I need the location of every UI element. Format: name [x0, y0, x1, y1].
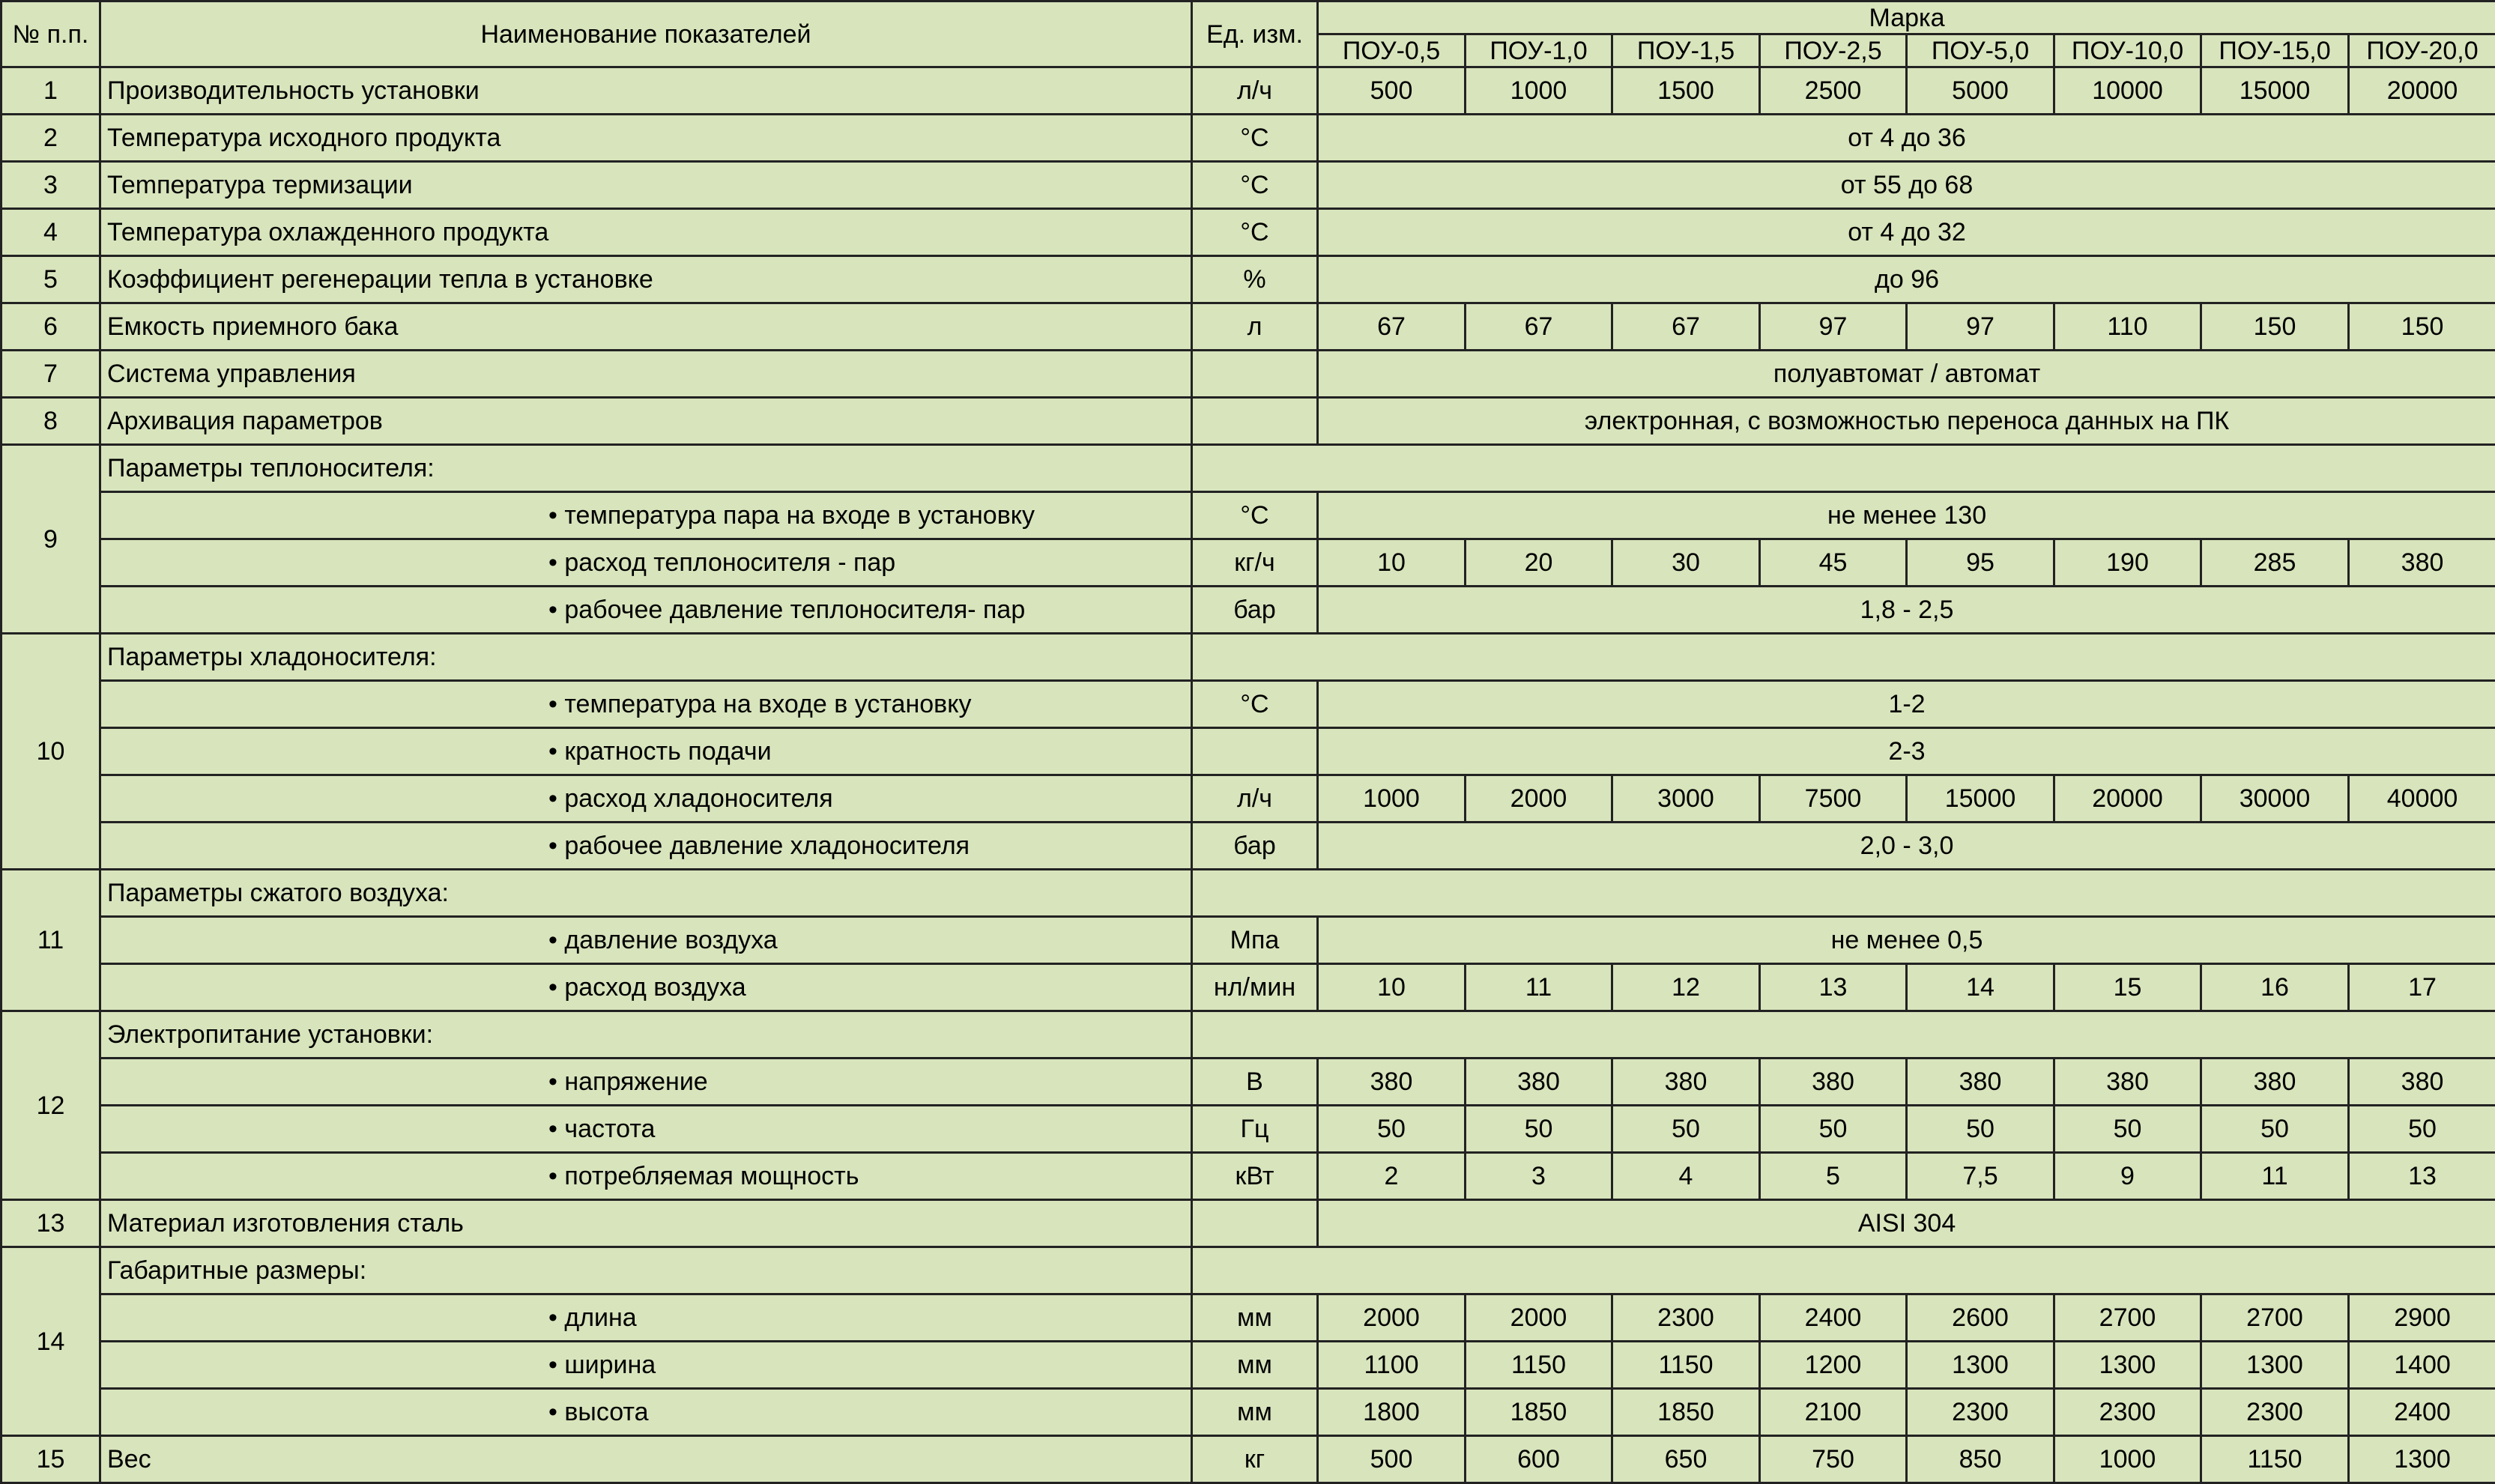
table-row — [1, 1247, 2495, 1294]
unit-cell: °С — [1192, 492, 1318, 539]
value-cell: 850 — [1907, 1436, 2054, 1483]
table-row — [1, 162, 2495, 209]
group-header-empty — [1192, 1247, 2495, 1294]
value-all-models: от 4 до 36 — [1318, 115, 2495, 162]
value-cell: 2400 — [1760, 1294, 1907, 1342]
value-cell: 380 — [1318, 1059, 1466, 1106]
table-row — [1, 209, 2495, 256]
value-cell: 15000 — [1907, 775, 2054, 823]
table-row — [1, 870, 2495, 917]
value-cell: 2300 — [2201, 1389, 2349, 1436]
unit-cell: °С — [1192, 681, 1318, 728]
value-cell: 1100 — [1318, 1342, 1466, 1389]
table-subrow — [1, 1153, 2495, 1200]
header-unit: Ед. изм. — [1192, 1, 1318, 67]
unit-cell: л — [1192, 303, 1318, 351]
indicator-name: Габаритные размеры: — [100, 1247, 1192, 1294]
header-model: ПОУ-20,0 — [2349, 34, 2495, 67]
value-cell: 7500 — [1760, 775, 1907, 823]
unit-cell — [1192, 398, 1318, 445]
value-cell: 14 — [1907, 964, 2054, 1011]
value-cell: 10000 — [2054, 67, 2201, 115]
value-cell: 1400 — [2349, 1342, 2495, 1389]
value-cell: 9 — [2054, 1153, 2201, 1200]
value-cell: 95 — [1907, 539, 2054, 587]
value-cell: 2500 — [1760, 67, 1907, 115]
value-cell: 3 — [1466, 1153, 1612, 1200]
table-subrow — [1, 1342, 2495, 1389]
row-number: 9 — [1, 445, 100, 634]
value-cell: 2300 — [1612, 1294, 1760, 1342]
table-row — [1, 445, 2495, 492]
group-header-empty — [1192, 634, 2495, 681]
table-row — [1, 634, 2495, 681]
table-subrow — [1, 823, 2495, 870]
indicator-name: Температура охлажденного продукта — [100, 209, 1192, 256]
indicator-name: Температура исходного продукта — [100, 115, 1192, 162]
unit-cell: л/ч — [1192, 775, 1318, 823]
value-cell: 1850 — [1612, 1389, 1760, 1436]
value-cell: 50 — [2349, 1106, 2495, 1153]
unit-cell: мм — [1192, 1389, 1318, 1436]
table-row — [1, 351, 2495, 398]
unit-cell: кг/ч — [1192, 539, 1318, 587]
value-cell: 750 — [1760, 1436, 1907, 1483]
value-cell: 40000 — [2349, 775, 2495, 823]
unit-cell: кг — [1192, 1436, 1318, 1483]
value-cell: 30 — [1612, 539, 1760, 587]
value-cell: 13 — [2349, 1153, 2495, 1200]
indicator-name: Вес — [100, 1436, 1192, 1483]
sub-indicator-name: • высота — [100, 1389, 1192, 1436]
value-cell: 2100 — [1760, 1389, 1907, 1436]
header-model: ПОУ-1,5 — [1612, 34, 1760, 67]
row-number: 5 — [1, 256, 100, 303]
value-cell: 5000 — [1907, 67, 2054, 115]
value-cell: 1150 — [1612, 1342, 1760, 1389]
row-number: 14 — [1, 1247, 100, 1436]
value-cell: 1300 — [1907, 1342, 2054, 1389]
header-model: ПОУ-10,0 — [2054, 34, 2201, 67]
value-cell: 16 — [2201, 964, 2349, 1011]
value-cell: 97 — [1760, 303, 1907, 351]
group-header-empty — [1192, 870, 2495, 917]
indicator-name: Электропитание установки: — [100, 1011, 1192, 1059]
sub-indicator-name: • температура на входе в установку — [100, 681, 1192, 728]
sub-indicator-name: • расход хладоносителя — [100, 775, 1192, 823]
table-subrow — [1, 1294, 2495, 1342]
value-cell: 67 — [1318, 303, 1466, 351]
unit-cell: °С — [1192, 162, 1318, 209]
value-cell: 13 — [1760, 964, 1907, 1011]
sub-indicator-name: • рабочее давление хладоносителя — [100, 823, 1192, 870]
value-cell: 190 — [2054, 539, 2201, 587]
unit-cell — [1192, 1200, 1318, 1247]
header-model: ПОУ-1,0 — [1466, 34, 1612, 67]
sub-indicator-name: • давление воздуха — [100, 917, 1192, 964]
value-all-models: 2,0 - 3,0 — [1318, 823, 2495, 870]
value-cell: 10 — [1318, 964, 1466, 1011]
value-all-models: от 4 до 32 — [1318, 209, 2495, 256]
value-cell: 7,5 — [1907, 1153, 2054, 1200]
value-cell: 150 — [2349, 303, 2495, 351]
indicator-name: Параметры хладоносителя: — [100, 634, 1192, 681]
table-subrow — [1, 539, 2495, 587]
value-cell: 20000 — [2054, 775, 2201, 823]
row-number: 8 — [1, 398, 100, 445]
row-number: 1 — [1, 67, 100, 115]
value-cell: 1500 — [1612, 67, 1760, 115]
value-cell: 2000 — [1466, 775, 1612, 823]
value-cell: 45 — [1760, 539, 1907, 587]
indicator-name: Система управления — [100, 351, 1192, 398]
indicator-name: Материал изготовления сталь — [100, 1200, 1192, 1247]
table-row — [1, 67, 2495, 115]
unit-cell — [1192, 351, 1318, 398]
unit-cell: бар — [1192, 823, 1318, 870]
value-cell: 2300 — [2054, 1389, 2201, 1436]
unit-cell: бар — [1192, 587, 1318, 634]
indicator-name: Архивация параметров — [100, 398, 1192, 445]
value-all-models: не менее 130 — [1318, 492, 2495, 539]
sub-indicator-name: • потребляемая мощность — [100, 1153, 1192, 1200]
table-subrow — [1, 728, 2495, 775]
row-number: 11 — [1, 870, 100, 1011]
unit-cell: Гц — [1192, 1106, 1318, 1153]
value-cell: 2000 — [1466, 1294, 1612, 1342]
value-cell: 50 — [1318, 1106, 1466, 1153]
table-subrow — [1, 681, 2495, 728]
unit-cell: мм — [1192, 1294, 1318, 1342]
indicator-name: Коэффициент регенерации тепла в установке — [100, 256, 1192, 303]
value-cell: 1150 — [1466, 1342, 1612, 1389]
value-cell: 11 — [2201, 1153, 2349, 1200]
sub-indicator-name: • рабочее давление теплоносителя- пар — [100, 587, 1192, 634]
value-cell: 2700 — [2054, 1294, 2201, 1342]
value-all-models: 1,8 - 2,5 — [1318, 587, 2495, 634]
group-header-empty — [1192, 1011, 2495, 1059]
header-model: ПОУ-2,5 — [1760, 34, 1907, 67]
value-cell: 600 — [1466, 1436, 1612, 1483]
value-cell: 15 — [2054, 964, 2201, 1011]
indicator-name: Параметры теплоносителя: — [100, 445, 1192, 492]
value-cell: 150 — [2201, 303, 2349, 351]
value-cell: 1200 — [1760, 1342, 1907, 1389]
value-cell: 50 — [2201, 1106, 2349, 1153]
value-cell: 2000 — [1318, 1294, 1466, 1342]
sub-indicator-name: • частота — [100, 1106, 1192, 1153]
value-cell: 1000 — [1318, 775, 1466, 823]
value-cell: 50 — [1612, 1106, 1760, 1153]
header-brand: Марка — [1318, 1, 2495, 34]
sub-indicator-name: • расход воздуха — [100, 964, 1192, 1011]
value-cell: 67 — [1466, 303, 1612, 351]
value-cell: 97 — [1907, 303, 2054, 351]
sub-indicator-name: • температура пара на входе в установку — [100, 492, 1192, 539]
value-cell: 1300 — [2349, 1436, 2495, 1483]
table-subrow — [1, 917, 2495, 964]
value-all-models: от 55 до 68 — [1318, 162, 2495, 209]
row-number: 4 — [1, 209, 100, 256]
value-all-models: до 96 — [1318, 256, 2495, 303]
value-cell: 1300 — [2054, 1342, 2201, 1389]
header-model: ПОУ-0,5 — [1318, 34, 1466, 67]
sub-indicator-name: • кратность подачи — [100, 728, 1192, 775]
value-cell: 500 — [1318, 67, 1466, 115]
unit-cell: В — [1192, 1059, 1318, 1106]
value-cell: 50 — [1466, 1106, 1612, 1153]
value-cell: 2900 — [2349, 1294, 2495, 1342]
value-cell: 650 — [1612, 1436, 1760, 1483]
row-number: 7 — [1, 351, 100, 398]
value-cell: 380 — [1760, 1059, 1907, 1106]
unit-cell: л/ч — [1192, 67, 1318, 115]
value-all-models: полуавтомат / автомат — [1318, 351, 2495, 398]
value-cell: 380 — [2201, 1059, 2349, 1106]
row-number: 6 — [1, 303, 100, 351]
value-cell: 15000 — [2201, 67, 2349, 115]
table-row — [1, 1011, 2495, 1059]
table-row — [1, 1200, 2495, 1247]
table-subrow — [1, 964, 2495, 1011]
row-number: 10 — [1, 634, 100, 870]
unit-cell: мм — [1192, 1342, 1318, 1389]
table-row — [1, 303, 2495, 351]
table-subrow — [1, 1059, 2495, 1106]
row-number: 2 — [1, 115, 100, 162]
value-cell: 67 — [1612, 303, 1760, 351]
table-subrow — [1, 775, 2495, 823]
unit-cell: °С — [1192, 115, 1318, 162]
group-header-empty — [1192, 445, 2495, 492]
value-cell: 380 — [2054, 1059, 2201, 1106]
sub-indicator-name: • ширина — [100, 1342, 1192, 1389]
row-number: 13 — [1, 1200, 100, 1247]
row-number: 12 — [1, 1011, 100, 1200]
value-cell: 11 — [1466, 964, 1612, 1011]
indicator-name: Параметры сжатого воздуха: — [100, 870, 1192, 917]
unit-cell: °С — [1192, 209, 1318, 256]
table-row — [1, 398, 2495, 445]
value-cell: 10 — [1318, 539, 1466, 587]
indicator-name: Емкость приемного бака — [100, 303, 1192, 351]
value-cell: 285 — [2201, 539, 2349, 587]
value-cell: 1800 — [1318, 1389, 1466, 1436]
value-all-models: 1-2 — [1318, 681, 2495, 728]
value-cell: 1150 — [2201, 1436, 2349, 1483]
value-all-models: 2-3 — [1318, 728, 2495, 775]
value-cell: 1000 — [2054, 1436, 2201, 1483]
value-cell: 380 — [1466, 1059, 1612, 1106]
table-subrow — [1, 1106, 2495, 1153]
value-cell: 380 — [1612, 1059, 1760, 1106]
unit-cell: кВт — [1192, 1153, 1318, 1200]
header-model: ПОУ-15,0 — [2201, 34, 2349, 67]
value-cell: 1000 — [1466, 67, 1612, 115]
value-cell: 3000 — [1612, 775, 1760, 823]
value-cell: 380 — [1907, 1059, 2054, 1106]
row-number: 3 — [1, 162, 100, 209]
value-cell: 20 — [1466, 539, 1612, 587]
sub-indicator-name: • расход теплоносителя - пар — [100, 539, 1192, 587]
value-cell: 5 — [1760, 1153, 1907, 1200]
value-cell: 110 — [2054, 303, 2201, 351]
indicator-name: Производительность установки — [100, 67, 1192, 115]
value-cell: 500 — [1318, 1436, 1466, 1483]
header-row-1 — [1, 1, 2495, 34]
table-row — [1, 1436, 2495, 1483]
header-model: ПОУ-5,0 — [1907, 34, 2054, 67]
row-number: 15 — [1, 1436, 100, 1483]
value-cell: 1850 — [1466, 1389, 1612, 1436]
unit-cell: нл/мин — [1192, 964, 1318, 1011]
value-cell: 2600 — [1907, 1294, 2054, 1342]
value-cell: 20000 — [2349, 67, 2495, 115]
value-cell: 12 — [1612, 964, 1760, 1011]
indicator-name: Теmпература термизации — [100, 162, 1192, 209]
value-cell: 1300 — [2201, 1342, 2349, 1389]
header-name: Наименование показателей — [100, 1, 1192, 67]
sub-indicator-name: • напряжение — [100, 1059, 1192, 1106]
value-cell: 17 — [2349, 964, 2495, 1011]
value-all-models: электронная, с возможностью переноса данных на ПК — [1318, 398, 2495, 445]
value-all-models: не менее 0,5 — [1318, 917, 2495, 964]
value-cell: 2300 — [1907, 1389, 2054, 1436]
table-row — [1, 115, 2495, 162]
unit-cell — [1192, 728, 1318, 775]
value-cell: 2700 — [2201, 1294, 2349, 1342]
value-cell: 30000 — [2201, 775, 2349, 823]
unit-cell: % — [1192, 256, 1318, 303]
value-cell: 380 — [2349, 1059, 2495, 1106]
value-cell: 50 — [2054, 1106, 2201, 1153]
value-cell: 380 — [2349, 539, 2495, 587]
value-cell: 50 — [1760, 1106, 1907, 1153]
sub-indicator-name: • длина — [100, 1294, 1192, 1342]
table-subrow — [1, 587, 2495, 634]
value-cell: 2400 — [2349, 1389, 2495, 1436]
header-number: № п.п. — [1, 1, 100, 67]
unit-cell: Мпа — [1192, 917, 1318, 964]
table-subrow — [1, 1389, 2495, 1436]
value-cell: 2 — [1318, 1153, 1466, 1200]
value-all-models: AISI 304 — [1318, 1200, 2495, 1247]
value-cell: 4 — [1612, 1153, 1760, 1200]
table-row — [1, 256, 2495, 303]
table-subrow — [1, 492, 2495, 539]
value-cell: 50 — [1907, 1106, 2054, 1153]
